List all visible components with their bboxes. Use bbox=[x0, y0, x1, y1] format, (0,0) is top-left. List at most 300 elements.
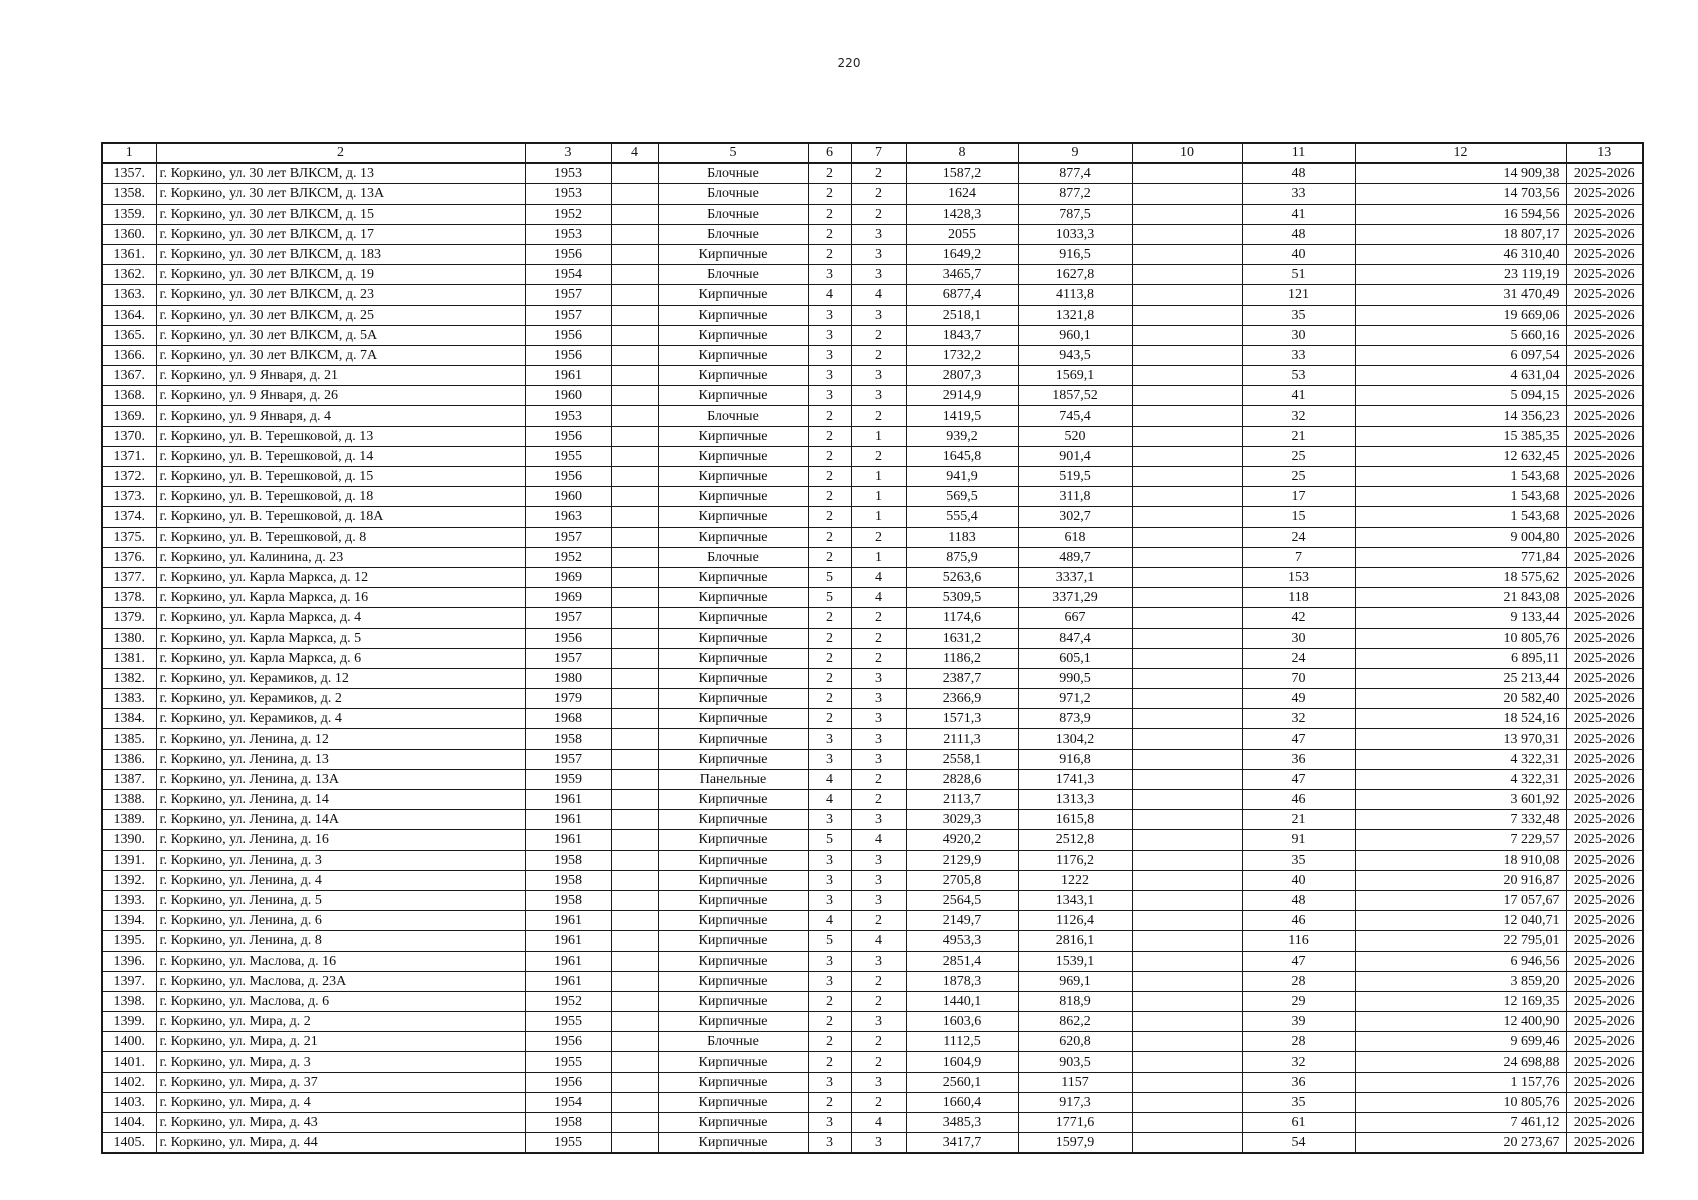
period: 2025-2026 bbox=[1566, 224, 1643, 244]
floors: 2 bbox=[808, 1092, 851, 1112]
row-number: 1380. bbox=[102, 628, 156, 648]
col-4 bbox=[611, 749, 658, 769]
address: г. Коркино, ул. Ленина, д. 13А bbox=[156, 769, 525, 789]
table-row bbox=[102, 1133, 1643, 1154]
year-built: 1955 bbox=[525, 1133, 611, 1154]
residents: 118 bbox=[1242, 588, 1355, 608]
year-built: 1956 bbox=[525, 628, 611, 648]
col-header: 5 bbox=[658, 143, 808, 163]
residents: 21 bbox=[1242, 810, 1355, 830]
period: 2025-2026 bbox=[1566, 951, 1643, 971]
floors: 2 bbox=[808, 527, 851, 547]
address: г. Коркино, ул. Ленина, д. 14 bbox=[156, 790, 525, 810]
living-area: 1627,8 bbox=[1018, 265, 1132, 285]
period: 2025-2026 bbox=[1566, 1092, 1643, 1112]
living-area: 903,5 bbox=[1018, 1052, 1132, 1072]
floors: 3 bbox=[808, 386, 851, 406]
period: 2025-2026 bbox=[1566, 790, 1643, 810]
col-4 bbox=[611, 487, 658, 507]
table-row bbox=[102, 991, 1643, 1011]
living-area: 2512,8 bbox=[1018, 830, 1132, 850]
floors: 5 bbox=[808, 567, 851, 587]
floors: 2 bbox=[808, 648, 851, 668]
floors: 2 bbox=[808, 1032, 851, 1052]
row-number: 1378. bbox=[102, 588, 156, 608]
year-built: 1960 bbox=[525, 386, 611, 406]
entrances: 2 bbox=[851, 628, 906, 648]
cost: 1 543,68 bbox=[1355, 507, 1566, 527]
cost: 1 543,68 bbox=[1355, 467, 1566, 487]
wall-material: Кирпичные bbox=[658, 325, 808, 345]
cost: 18 575,62 bbox=[1355, 567, 1566, 587]
col-4 bbox=[611, 648, 658, 668]
table-row bbox=[102, 1012, 1643, 1032]
col-header: 11 bbox=[1242, 143, 1355, 163]
table-row bbox=[102, 224, 1643, 244]
row-number: 1395. bbox=[102, 931, 156, 951]
wall-material: Кирпичные bbox=[658, 1113, 808, 1133]
table-row bbox=[102, 648, 1643, 668]
wall-material: Блочные bbox=[658, 265, 808, 285]
entrances: 4 bbox=[851, 1113, 906, 1133]
wall-material: Кирпичные bbox=[658, 931, 808, 951]
table-row bbox=[102, 527, 1643, 547]
year-built: 1954 bbox=[525, 265, 611, 285]
cost: 12 632,45 bbox=[1355, 446, 1566, 466]
address: г. Коркино, ул. 30 лет ВЛКСМ, д. 17 bbox=[156, 224, 525, 244]
entrances: 3 bbox=[851, 951, 906, 971]
residents: 32 bbox=[1242, 406, 1355, 426]
living-area: 971,2 bbox=[1018, 689, 1132, 709]
row-number: 1370. bbox=[102, 426, 156, 446]
col-4 bbox=[611, 386, 658, 406]
address: г. Коркино, ул. Мира, д. 21 bbox=[156, 1032, 525, 1052]
col-4 bbox=[611, 325, 658, 345]
table-row bbox=[102, 487, 1643, 507]
entrances: 2 bbox=[851, 1032, 906, 1052]
row-number: 1375. bbox=[102, 527, 156, 547]
wall-material: Кирпичные bbox=[658, 668, 808, 688]
floors: 3 bbox=[808, 951, 851, 971]
living-area: 1313,3 bbox=[1018, 790, 1132, 810]
wall-material: Блочные bbox=[658, 184, 808, 204]
living-area: 787,5 bbox=[1018, 204, 1132, 224]
wall-material: Кирпичные bbox=[658, 1092, 808, 1112]
table-row bbox=[102, 204, 1643, 224]
entrances: 1 bbox=[851, 487, 906, 507]
address: г. Коркино, ул. 30 лет ВЛКСМ, д. 13А bbox=[156, 184, 525, 204]
period: 2025-2026 bbox=[1566, 527, 1643, 547]
col-4 bbox=[611, 1032, 658, 1052]
year-built: 1958 bbox=[525, 890, 611, 910]
period: 2025-2026 bbox=[1566, 1113, 1643, 1133]
year-built: 1961 bbox=[525, 830, 611, 850]
period: 2025-2026 bbox=[1566, 244, 1643, 264]
wall-material: Кирпичные bbox=[658, 527, 808, 547]
table-row bbox=[102, 1052, 1643, 1072]
period: 2025-2026 bbox=[1566, 184, 1643, 204]
living-area: 943,5 bbox=[1018, 345, 1132, 365]
col-10 bbox=[1132, 769, 1242, 789]
year-built: 1957 bbox=[525, 285, 611, 305]
living-area: 1741,3 bbox=[1018, 769, 1132, 789]
year-built: 1956 bbox=[525, 426, 611, 446]
table-row bbox=[102, 830, 1643, 850]
year-built: 1957 bbox=[525, 527, 611, 547]
wall-material: Кирпичные bbox=[658, 1052, 808, 1072]
table-row bbox=[102, 1113, 1643, 1133]
address: г. Коркино, ул. В. Терешковой, д. 18 bbox=[156, 487, 525, 507]
col-header: 8 bbox=[906, 143, 1018, 163]
col-10 bbox=[1132, 507, 1242, 527]
wall-material: Кирпичные bbox=[658, 487, 808, 507]
period: 2025-2026 bbox=[1566, 285, 1643, 305]
entrances: 2 bbox=[851, 790, 906, 810]
table-row bbox=[102, 184, 1643, 204]
table-row bbox=[102, 244, 1643, 264]
table-body bbox=[102, 163, 1643, 1153]
total-area: 2914,9 bbox=[906, 386, 1018, 406]
col-header: 2 bbox=[156, 143, 525, 163]
total-area: 1604,9 bbox=[906, 1052, 1018, 1072]
address: г. Коркино, ул. 9 Января, д. 4 bbox=[156, 406, 525, 426]
residents: 153 bbox=[1242, 567, 1355, 587]
total-area: 2705,8 bbox=[906, 870, 1018, 890]
living-area: 520 bbox=[1018, 426, 1132, 446]
entrances: 2 bbox=[851, 345, 906, 365]
total-area: 2558,1 bbox=[906, 749, 1018, 769]
residents: 54 bbox=[1242, 1133, 1355, 1154]
floors: 2 bbox=[808, 244, 851, 264]
page-number: 220 bbox=[837, 56, 861, 70]
year-built: 1969 bbox=[525, 567, 611, 587]
col-10 bbox=[1132, 1052, 1242, 1072]
col-4 bbox=[611, 830, 658, 850]
table-row bbox=[102, 265, 1643, 285]
row-number: 1368. bbox=[102, 386, 156, 406]
entrances: 3 bbox=[851, 810, 906, 830]
entrances: 2 bbox=[851, 991, 906, 1011]
floors: 2 bbox=[808, 1052, 851, 1072]
col-header: 12 bbox=[1355, 143, 1566, 163]
living-area: 620,8 bbox=[1018, 1032, 1132, 1052]
col-4 bbox=[611, 507, 658, 527]
table-row bbox=[102, 547, 1643, 567]
address: г. Коркино, ул. Керамиков, д. 2 bbox=[156, 689, 525, 709]
table-row bbox=[102, 588, 1643, 608]
col-4 bbox=[611, 668, 658, 688]
living-area: 916,5 bbox=[1018, 244, 1132, 264]
row-number: 1397. bbox=[102, 971, 156, 991]
floors: 2 bbox=[808, 689, 851, 709]
col-10 bbox=[1132, 345, 1242, 365]
col-4 bbox=[611, 931, 658, 951]
living-area: 901,4 bbox=[1018, 446, 1132, 466]
entrances: 1 bbox=[851, 426, 906, 446]
living-area: 1126,4 bbox=[1018, 911, 1132, 931]
residents: 33 bbox=[1242, 184, 1355, 204]
col-4 bbox=[611, 204, 658, 224]
row-number: 1361. bbox=[102, 244, 156, 264]
period: 2025-2026 bbox=[1566, 467, 1643, 487]
entrances: 3 bbox=[851, 366, 906, 386]
total-area: 1603,6 bbox=[906, 1012, 1018, 1032]
col-10 bbox=[1132, 709, 1242, 729]
address: г. Коркино, ул. Ленина, д. 8 bbox=[156, 931, 525, 951]
living-area: 1597,9 bbox=[1018, 1133, 1132, 1154]
row-number: 1392. bbox=[102, 870, 156, 890]
col-4 bbox=[611, 1113, 658, 1133]
table-row bbox=[102, 406, 1643, 426]
col-10 bbox=[1132, 446, 1242, 466]
residents: 15 bbox=[1242, 507, 1355, 527]
period: 2025-2026 bbox=[1566, 1032, 1643, 1052]
entrances: 3 bbox=[851, 729, 906, 749]
table-row bbox=[102, 467, 1643, 487]
wall-material: Кирпичные bbox=[658, 850, 808, 870]
table-row bbox=[102, 689, 1643, 709]
period: 2025-2026 bbox=[1566, 366, 1643, 386]
floors: 5 bbox=[808, 830, 851, 850]
living-area: 873,9 bbox=[1018, 709, 1132, 729]
residents: 36 bbox=[1242, 1072, 1355, 1092]
wall-material: Кирпичные bbox=[658, 426, 808, 446]
address: г. Коркино, ул. Мира, д. 44 bbox=[156, 1133, 525, 1154]
living-area: 969,1 bbox=[1018, 971, 1132, 991]
address: г. Коркино, ул. 30 лет ВЛКСМ, д. 183 bbox=[156, 244, 525, 264]
living-area: 877,2 bbox=[1018, 184, 1132, 204]
year-built: 1952 bbox=[525, 204, 611, 224]
year-built: 1960 bbox=[525, 487, 611, 507]
period: 2025-2026 bbox=[1566, 689, 1643, 709]
residents: 30 bbox=[1242, 325, 1355, 345]
living-area: 1857,52 bbox=[1018, 386, 1132, 406]
period: 2025-2026 bbox=[1566, 931, 1643, 951]
living-area: 1222 bbox=[1018, 870, 1132, 890]
living-area: 1157 bbox=[1018, 1072, 1132, 1092]
address: г. Коркино, ул. В. Терешковой, д. 14 bbox=[156, 446, 525, 466]
total-area: 2807,3 bbox=[906, 366, 1018, 386]
cost: 17 057,67 bbox=[1355, 890, 1566, 910]
row-number: 1387. bbox=[102, 769, 156, 789]
total-area: 939,2 bbox=[906, 426, 1018, 446]
col-4 bbox=[611, 911, 658, 931]
total-area: 4920,2 bbox=[906, 830, 1018, 850]
residents: 29 bbox=[1242, 991, 1355, 1011]
cost: 18 524,16 bbox=[1355, 709, 1566, 729]
living-area: 1321,8 bbox=[1018, 305, 1132, 325]
cost: 22 795,01 bbox=[1355, 931, 1566, 951]
period: 2025-2026 bbox=[1566, 406, 1643, 426]
year-built: 1958 bbox=[525, 1113, 611, 1133]
living-area: 1304,2 bbox=[1018, 729, 1132, 749]
residents: 36 bbox=[1242, 749, 1355, 769]
floors: 2 bbox=[808, 184, 851, 204]
cost: 9 004,80 bbox=[1355, 527, 1566, 547]
col-10 bbox=[1132, 890, 1242, 910]
col-10 bbox=[1132, 830, 1242, 850]
cost: 6 895,11 bbox=[1355, 648, 1566, 668]
entrances: 2 bbox=[851, 1052, 906, 1072]
wall-material: Кирпичные bbox=[658, 588, 808, 608]
year-built: 1968 bbox=[525, 709, 611, 729]
address: г. Коркино, ул. В. Терешковой, д. 18А bbox=[156, 507, 525, 527]
floors: 4 bbox=[808, 790, 851, 810]
total-area: 1186,2 bbox=[906, 648, 1018, 668]
year-built: 1956 bbox=[525, 1032, 611, 1052]
residents: 39 bbox=[1242, 1012, 1355, 1032]
total-area: 1183 bbox=[906, 527, 1018, 547]
residents: 35 bbox=[1242, 1092, 1355, 1112]
col-10 bbox=[1132, 527, 1242, 547]
residents: 33 bbox=[1242, 345, 1355, 365]
col-10 bbox=[1132, 244, 1242, 264]
col-4 bbox=[611, 991, 658, 1011]
col-10 bbox=[1132, 386, 1242, 406]
wall-material: Кирпичные bbox=[658, 810, 808, 830]
row-number: 1401. bbox=[102, 1052, 156, 1072]
floors: 2 bbox=[808, 547, 851, 567]
col-4 bbox=[611, 890, 658, 910]
address: г. Коркино, ул. Керамиков, д. 12 bbox=[156, 668, 525, 688]
living-area: 311,8 bbox=[1018, 487, 1132, 507]
entrances: 4 bbox=[851, 931, 906, 951]
col-10 bbox=[1132, 870, 1242, 890]
living-area: 1771,6 bbox=[1018, 1113, 1132, 1133]
floors: 3 bbox=[808, 1133, 851, 1154]
address: г. Коркино, ул. Ленина, д. 16 bbox=[156, 830, 525, 850]
wall-material: Блочные bbox=[658, 406, 808, 426]
residents: 32 bbox=[1242, 1052, 1355, 1072]
col-4 bbox=[611, 265, 658, 285]
entrances: 3 bbox=[851, 224, 906, 244]
cost: 24 698,88 bbox=[1355, 1052, 1566, 1072]
total-area: 4953,3 bbox=[906, 931, 1018, 951]
period: 2025-2026 bbox=[1566, 305, 1643, 325]
entrances: 4 bbox=[851, 285, 906, 305]
row-number: 1366. bbox=[102, 345, 156, 365]
col-4 bbox=[611, 527, 658, 547]
table-row bbox=[102, 285, 1643, 305]
entrances: 3 bbox=[851, 668, 906, 688]
living-area: 990,5 bbox=[1018, 668, 1132, 688]
col-10 bbox=[1132, 689, 1242, 709]
row-number: 1385. bbox=[102, 729, 156, 749]
wall-material: Кирпичные bbox=[658, 285, 808, 305]
row-number: 1381. bbox=[102, 648, 156, 668]
living-area: 1176,2 bbox=[1018, 850, 1132, 870]
entrances: 3 bbox=[851, 305, 906, 325]
cost: 3 859,20 bbox=[1355, 971, 1566, 991]
entrances: 3 bbox=[851, 386, 906, 406]
cost: 16 594,56 bbox=[1355, 204, 1566, 224]
wall-material: Кирпичные bbox=[658, 446, 808, 466]
cost: 14 703,56 bbox=[1355, 184, 1566, 204]
wall-material: Кирпичные bbox=[658, 628, 808, 648]
total-area: 5263,6 bbox=[906, 567, 1018, 587]
row-number: 1377. bbox=[102, 567, 156, 587]
col-header: 4 bbox=[611, 143, 658, 163]
table-row bbox=[102, 790, 1643, 810]
total-area: 3465,7 bbox=[906, 265, 1018, 285]
floors: 2 bbox=[808, 224, 851, 244]
total-area: 2149,7 bbox=[906, 911, 1018, 931]
floors: 2 bbox=[808, 406, 851, 426]
address: г. Коркино, ул. Ленина, д. 3 bbox=[156, 850, 525, 870]
cost: 7 461,12 bbox=[1355, 1113, 1566, 1133]
total-area: 5309,5 bbox=[906, 588, 1018, 608]
row-number: 1376. bbox=[102, 547, 156, 567]
row-number: 1394. bbox=[102, 911, 156, 931]
floors: 3 bbox=[808, 345, 851, 365]
period: 2025-2026 bbox=[1566, 507, 1643, 527]
residents: 41 bbox=[1242, 204, 1355, 224]
residents: 28 bbox=[1242, 1032, 1355, 1052]
living-area: 519,5 bbox=[1018, 467, 1132, 487]
row-number: 1391. bbox=[102, 850, 156, 870]
residents: 25 bbox=[1242, 446, 1355, 466]
row-number: 1390. bbox=[102, 830, 156, 850]
wall-material: Блочные bbox=[658, 224, 808, 244]
total-area: 2828,6 bbox=[906, 769, 1018, 789]
col-10 bbox=[1132, 406, 1242, 426]
address: г. Коркино, ул. В. Терешковой, д. 15 bbox=[156, 467, 525, 487]
living-area: 3371,29 bbox=[1018, 588, 1132, 608]
total-area: 1624 bbox=[906, 184, 1018, 204]
total-area: 1631,2 bbox=[906, 628, 1018, 648]
total-area: 2518,1 bbox=[906, 305, 1018, 325]
floors: 2 bbox=[808, 204, 851, 224]
wall-material: Кирпичные bbox=[658, 1012, 808, 1032]
total-area: 555,4 bbox=[906, 507, 1018, 527]
wall-material: Кирпичные bbox=[658, 689, 808, 709]
row-number: 1404. bbox=[102, 1113, 156, 1133]
col-10 bbox=[1132, 224, 1242, 244]
year-built: 1961 bbox=[525, 911, 611, 931]
period: 2025-2026 bbox=[1566, 446, 1643, 466]
residents: 32 bbox=[1242, 709, 1355, 729]
col-10 bbox=[1132, 648, 1242, 668]
col-10 bbox=[1132, 911, 1242, 931]
total-area: 1112,5 bbox=[906, 1032, 1018, 1052]
wall-material: Блочные bbox=[658, 163, 808, 184]
year-built: 1953 bbox=[525, 406, 611, 426]
year-built: 1959 bbox=[525, 769, 611, 789]
col-4 bbox=[611, 285, 658, 305]
col-4 bbox=[611, 1133, 658, 1154]
residents: 7 bbox=[1242, 547, 1355, 567]
wall-material: Панельные bbox=[658, 769, 808, 789]
cost: 4 631,04 bbox=[1355, 366, 1566, 386]
col-4 bbox=[611, 366, 658, 386]
wall-material: Кирпичные bbox=[658, 244, 808, 264]
residents: 24 bbox=[1242, 648, 1355, 668]
housing-register-table bbox=[101, 142, 1644, 1154]
year-built: 1956 bbox=[525, 244, 611, 264]
address: г. Коркино, ул. Карла Маркса, д. 16 bbox=[156, 588, 525, 608]
row-number: 1379. bbox=[102, 608, 156, 628]
col-4 bbox=[611, 810, 658, 830]
floors: 3 bbox=[808, 1113, 851, 1133]
year-built: 1955 bbox=[525, 1052, 611, 1072]
cost: 10 805,76 bbox=[1355, 1092, 1566, 1112]
row-number: 1393. bbox=[102, 890, 156, 910]
residents: 42 bbox=[1242, 608, 1355, 628]
total-area: 1645,8 bbox=[906, 446, 1018, 466]
table-row bbox=[102, 749, 1643, 769]
entrances: 2 bbox=[851, 608, 906, 628]
period: 2025-2026 bbox=[1566, 850, 1643, 870]
